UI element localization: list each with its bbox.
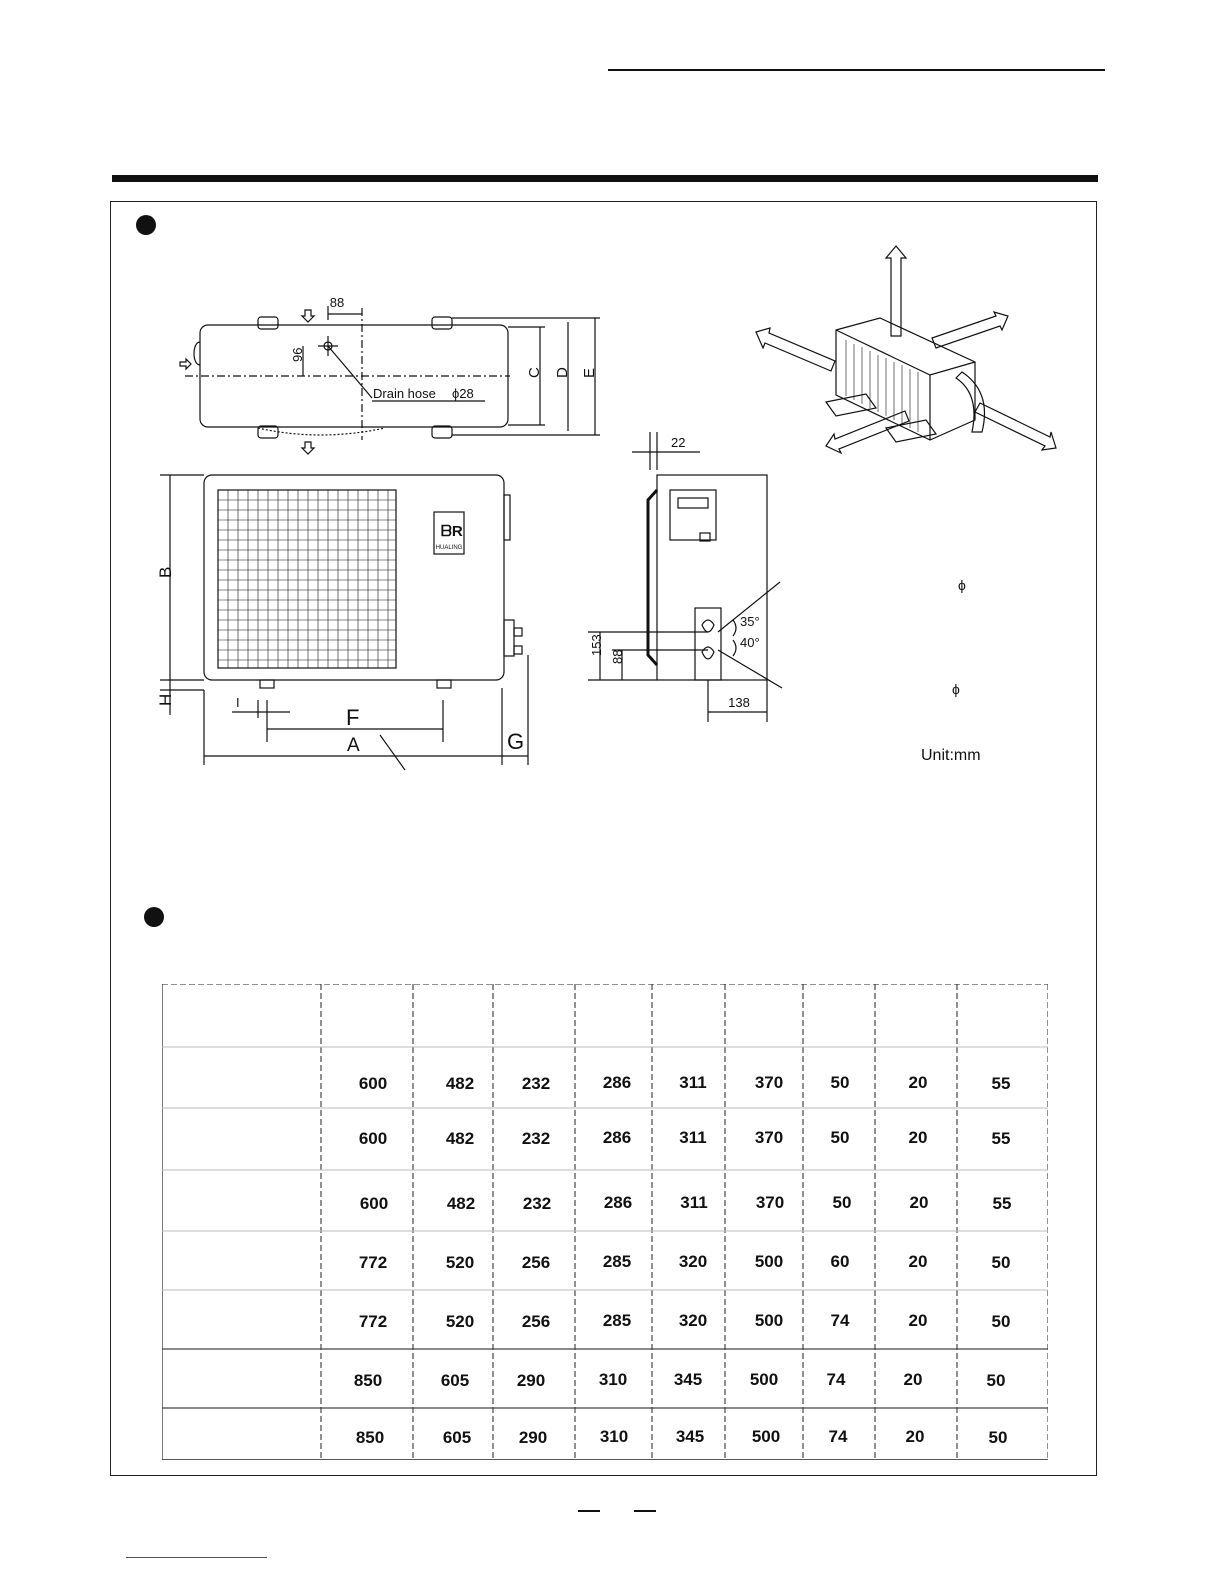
table-cell: 20 (908, 1073, 928, 1092)
table-cell: 50 (991, 1253, 1011, 1272)
table-cell: 290 (518, 1428, 548, 1447)
table-cell: 20 (908, 1128, 928, 1147)
footer-link-underline[interactable] (126, 1557, 267, 1558)
dim-letter-c: C (526, 367, 543, 378)
table-cell: 20 (909, 1193, 929, 1212)
table-cell: 50 (832, 1193, 852, 1212)
table-cell: 20 (908, 1311, 928, 1330)
table-cell: 850 (355, 1428, 385, 1447)
table-cell: 500 (749, 1370, 779, 1389)
angle-35: 35° (740, 614, 760, 629)
table-cell: 500 (754, 1311, 784, 1330)
table-cell: 345 (673, 1370, 703, 1389)
dim-letter-i: I (236, 695, 240, 710)
table-cell: 20 (908, 1252, 928, 1271)
table-cell: 50 (830, 1073, 850, 1092)
table-cell: 600 (358, 1129, 388, 1148)
table-cell: 285 (602, 1252, 632, 1271)
dim-96: 96 (290, 347, 305, 362)
table-cell: 605 (440, 1371, 470, 1390)
table-cell: 286 (602, 1128, 632, 1147)
dimension-table (162, 984, 1048, 1460)
table-cell: 74 (828, 1427, 848, 1446)
dim-letter-b: B (156, 566, 175, 578)
table-cell: 290 (516, 1371, 546, 1390)
table-cell: 850 (353, 1371, 383, 1390)
unit-label: Unit:mm (921, 747, 981, 764)
table-cell: 285 (602, 1311, 632, 1330)
table-cell: 20 (903, 1370, 923, 1389)
table-cell: 320 (678, 1311, 708, 1330)
table-cell: 310 (599, 1427, 629, 1446)
brand-logo-mark: ᗷR (441, 523, 463, 540)
dim-letter-d: D (554, 367, 571, 378)
brand-logo-text: HUALING (435, 545, 463, 551)
dim-letter-g: G (507, 729, 525, 754)
table-cell: 370 (754, 1128, 784, 1147)
dim-letter-a: A (347, 735, 360, 756)
angle-40: 40° (740, 635, 760, 650)
grille-lines (218, 490, 396, 668)
table-cell: 55 (991, 1129, 1011, 1148)
drain-hose-diameter: ϕ28 (452, 386, 474, 401)
phi-symbol-upper: ϕ (958, 577, 966, 593)
page-number-dash-right (634, 1510, 656, 1512)
table-cell: 74 (826, 1370, 846, 1389)
table-cell: 345 (675, 1427, 705, 1446)
phi-symbol-lower: ϕ (952, 681, 960, 697)
dim-letter-e: E (581, 367, 598, 378)
table-cell: 482 (446, 1194, 476, 1213)
table-cell: 232 (521, 1129, 551, 1148)
table-cell: 311 (680, 1193, 708, 1212)
table-cell: 286 (603, 1193, 633, 1212)
table-cell: 520 (445, 1312, 475, 1331)
dim-letter-f: F (346, 705, 360, 730)
fan-grille (218, 490, 396, 668)
front-view-outline (204, 475, 504, 680)
table-cell: 482 (445, 1074, 475, 1093)
airflow-illustration (756, 246, 1056, 453)
table-cell: 20 (905, 1427, 925, 1446)
dim-88-side: 88 (610, 649, 625, 664)
table-cell: 605 (442, 1428, 472, 1447)
table-cell: 55 (992, 1194, 1012, 1213)
drain-hose-label: Drain hose (373, 386, 436, 401)
table-cell: 320 (678, 1252, 708, 1271)
table-cell: 600 (358, 1074, 388, 1093)
table-cell: 50 (991, 1312, 1011, 1331)
table-cell: 256 (521, 1312, 551, 1331)
dim-153: 153 (589, 634, 604, 656)
table-cell: 50 (830, 1128, 850, 1147)
table-cell: 370 (754, 1073, 784, 1092)
page-number-dash-left (578, 1510, 600, 1512)
section-bullet-table (144, 907, 164, 927)
table-cell: 50 (986, 1371, 1006, 1390)
table-cell: 256 (521, 1253, 551, 1272)
dim-88-top: 88 (329, 295, 345, 310)
table-cell: 310 (598, 1370, 628, 1389)
table-cell: 482 (445, 1129, 475, 1148)
table-cell: 232 (522, 1194, 552, 1213)
table-cell: 50 (988, 1428, 1008, 1447)
table-cell: 772 (358, 1312, 388, 1331)
table-cell: 500 (751, 1427, 781, 1446)
table-cell: 600 (359, 1194, 389, 1213)
table-cell: 74 (830, 1311, 850, 1330)
table-cell: 370 (755, 1193, 785, 1212)
dim-letter-h: H (156, 693, 175, 706)
table-cell: 772 (358, 1253, 388, 1272)
table-cell: 232 (521, 1074, 551, 1093)
table-cell: 60 (830, 1252, 850, 1271)
dim-22: 22 (671, 435, 686, 450)
table-cell: 286 (602, 1073, 632, 1092)
table-cell: 500 (754, 1252, 784, 1271)
table-cell: 311 (679, 1128, 707, 1147)
table-cell: 520 (445, 1253, 475, 1272)
table-cell: 311 (679, 1073, 707, 1092)
dim-138: 138 (728, 695, 750, 710)
table-cell: 55 (991, 1074, 1011, 1093)
